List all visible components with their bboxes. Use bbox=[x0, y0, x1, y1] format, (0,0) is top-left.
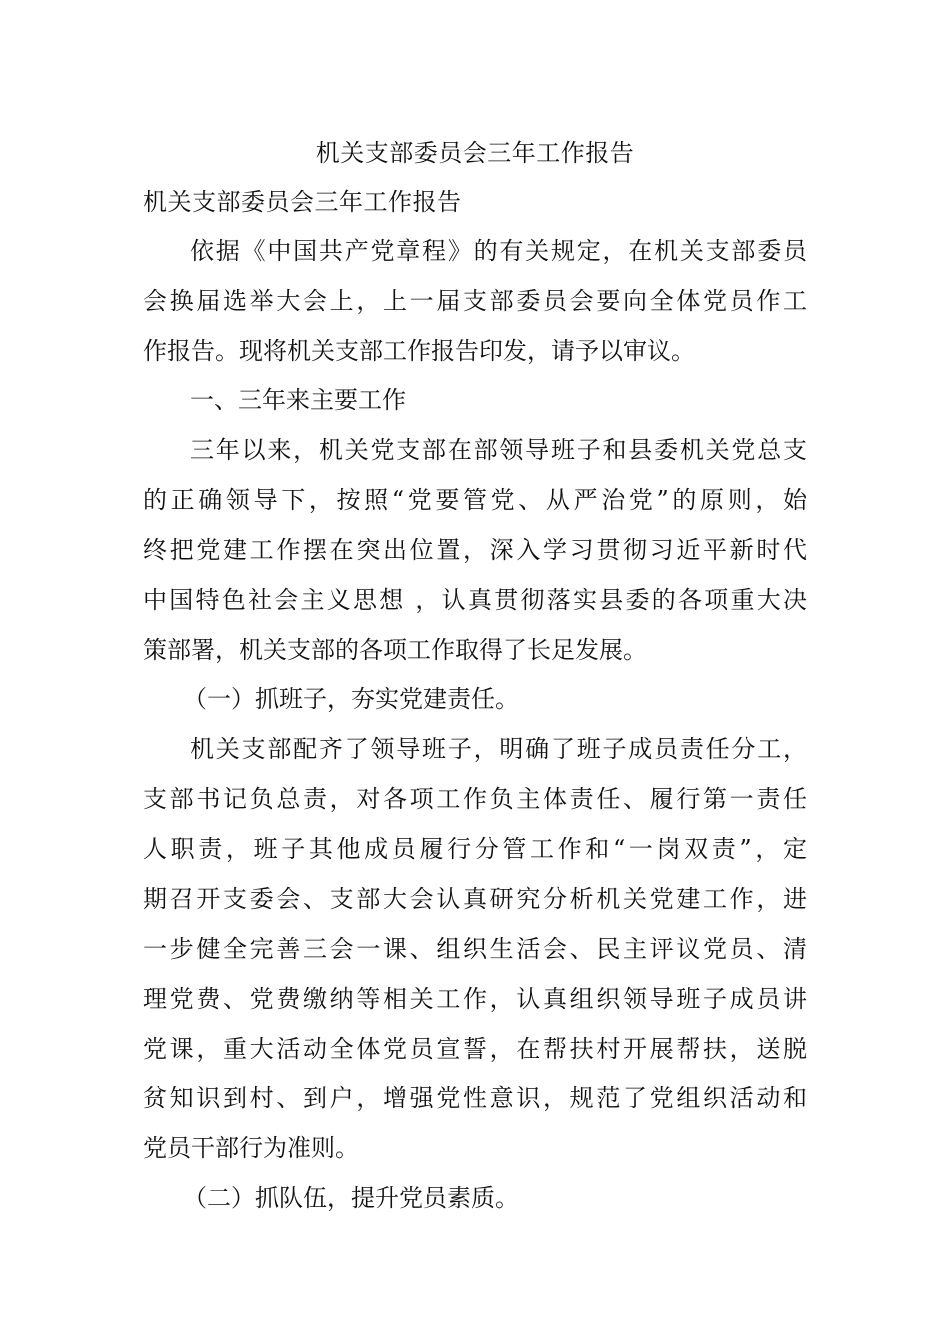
paragraph-line: 一步健全完善三会一课、组织生活会、民主评议党员、清 bbox=[143, 935, 807, 963]
paragraph-line: 人职责，班子其他成员履行分管工作和“一岗双责”，定 bbox=[143, 835, 807, 863]
paragraph-line: 作报告。现将机关支部工作报告印发，请予以审议。 bbox=[143, 337, 695, 365]
subsection-heading: （二）抓队伍，提升党员素质。 bbox=[183, 1184, 519, 1212]
paragraph-line: 期召开支委会、支部大会认真研究分析机关党建工作，进 bbox=[143, 885, 807, 913]
paragraph-line: 会换届选举大会上，上一届支部委员会要向全体党员作工 bbox=[143, 287, 807, 315]
paragraph-line: 理党费、党费缴纳等相关工作，认真组织领导班子成员讲 bbox=[143, 985, 807, 1013]
paragraph-line: 中国特色社会主义思想 ，认真贯彻落实县委的各项重大决 bbox=[143, 586, 807, 614]
section-heading: 一、三年来主要工作 bbox=[190, 386, 406, 414]
paragraph-line: 的正确领导下，按照“党要管党、从严治党”的原则，始 bbox=[143, 486, 807, 514]
document-title: 机关支部委员会三年工作报告 bbox=[315, 139, 635, 167]
subsection-heading: （一）抓班子，夯实党建责任。 bbox=[183, 685, 519, 713]
paragraph-line: 支部书记负总责，对各项工作负主体责任、履行第一责任 bbox=[143, 785, 807, 813]
paragraph-line: 策部署，机关支部的各项工作取得了长足发展。 bbox=[143, 636, 647, 664]
paragraph-line: 终把党建工作摆在突出位置，深入学习贯彻习近平新时代 bbox=[143, 536, 807, 564]
paragraph-line: 党员干部行为准则。 bbox=[143, 1134, 359, 1162]
document-subtitle: 机关支部委员会三年工作报告 bbox=[143, 188, 462, 216]
paragraph-line: 依据《中国共产党章程》的有关规定，在机关支部委员 bbox=[190, 237, 807, 265]
paragraph-line: 党课，重大活动全体党员宣誓，在帮扶村开展帮扶，送脱 bbox=[143, 1035, 807, 1063]
paragraph-line: 贫知识到村、到户，增强党性意识，规范了党组织活动和 bbox=[143, 1084, 807, 1112]
paragraph-line: 三年以来，机关党支部在部领导班子和县委机关党总支 bbox=[190, 436, 807, 464]
paragraph-line: 机关支部配齐了领导班子，明确了班子成员责任分工， bbox=[190, 735, 807, 763]
